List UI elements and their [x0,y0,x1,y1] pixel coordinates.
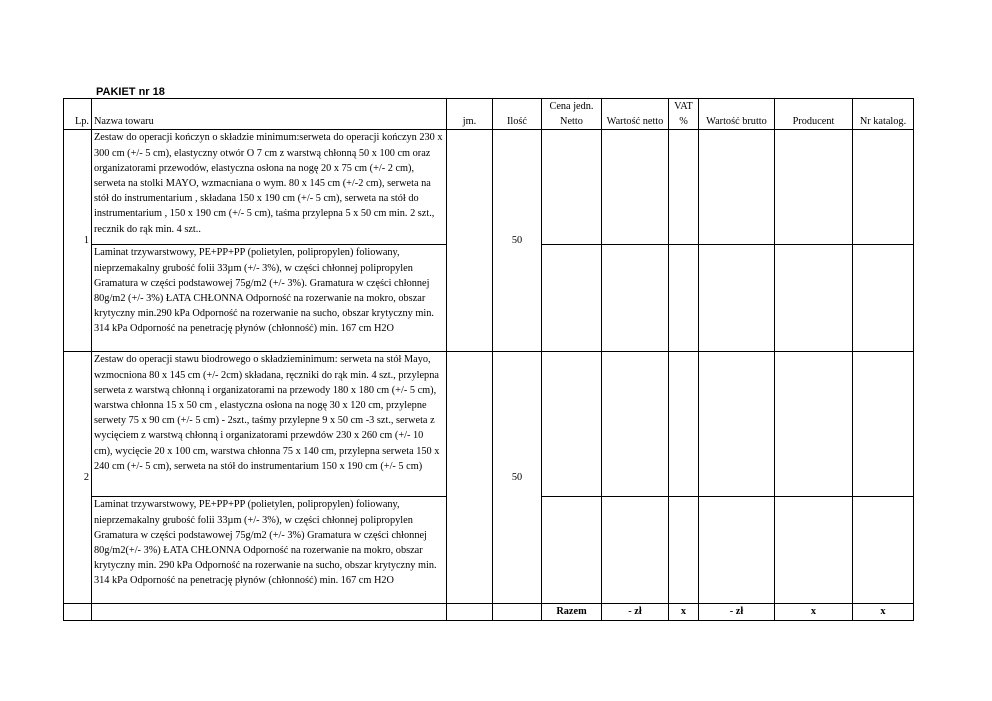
total-vat: x [669,604,699,620]
row-description-material: Laminat trzywarstwowy, PE+PP+PP (polietylen, polipropylen) foliowany, nieprzemakalny grubość folii 33µm (+/- 3%), w części chłonnej polipropylen Gramatura w części podstawowej 75g/m2 (+/- 3%) Gramatura w części chłonnej 80g/m2(+/- 3%) ŁATA CHŁONNA Odporność na rozerwanie na mokro, obszar krytyczny min. 290 kPa Odporność na rozerwanie na sucho, obszar krytyczny min. 314 kPa Odporność na penetrację płynów (chłonność) min. 167 cm H2O [92,497,447,604]
header-catalog: Nr katalog. [853,99,914,130]
row-unit [447,352,493,604]
total-label: Razem [542,604,602,620]
row-lp: 2 [64,352,92,604]
row-unit-price [542,130,602,245]
row-vat-2 [669,245,699,352]
total-catalog: x [853,604,914,620]
row-producer-2 [775,497,853,604]
row-gross-value-2 [699,245,775,352]
row-catalog-2 [853,245,914,352]
row-catalog [853,130,914,245]
items-table [63,98,914,621]
row-vat-2 [669,497,699,604]
row-gross-value [699,130,775,245]
header-unit-price: Cena jedn. Netto [542,99,602,130]
row-catalog-2 [853,497,914,604]
row-gross-value [699,352,775,497]
row-unit-price-2 [542,245,602,352]
header-row [64,99,914,130]
row-unit [447,130,493,352]
header-unit: jm. [447,99,493,130]
row-net-value-2 [602,497,669,604]
row-lp: 1 [64,130,92,352]
header-name: Nazwa towaru [92,99,447,130]
package-title: PAKIET nr 18 [96,86,165,98]
table-row [64,130,914,245]
row-unit-price [542,352,602,497]
total-producer: x [775,604,853,620]
row-gross-value-2 [699,497,775,604]
row-vat [669,352,699,497]
header-gross-value: Wartość brutto [699,99,775,130]
header-qty: Ilość [493,99,542,130]
row-description-main: Zestaw do operacji stawu biodrowego o składzieminimum: serweta na stół Mayo, wzmocniona 80 x 145 cm (+/- 2cm) składana, ręczniki do rąk min. 4 szt., przylepna serweta z warstwą chłonną i organizatorami na przewody 180 x 180 cm (+/- 5 cm), warstwa chłonna 15 x 50 cm , elastyczna osłona na nogę 30 x 120 cm, przylepne serwety 75 x 90 cm (+/- 5 cm) - 2szt., taśmy przylepne 9 x 50 cm -3 szt., serweta z wycięciem z warstwą chłonną i organizatorami przewdów 230 x 260 cm (+/- 10 cm), wycięcie 20 x 100 cm, warstwa chłonna 75 x 140 cm, przylepna serweta 150 x 240 cm (+/- 5 cm), serweta na stół do instrumentarium 150 x 190 cm (+/- 5 cm) [92,352,447,497]
row-producer-2 [775,245,853,352]
row-net-value [602,352,669,497]
header-vat: VAT % [669,99,699,130]
header-net-value: Wartość netto [602,99,669,130]
header-producer: Producent [775,99,853,130]
row-producer [775,130,853,245]
total-empty-lp [64,604,92,620]
row-catalog [853,352,914,497]
total-net: - zł [602,604,669,620]
total-row [64,604,914,620]
table-row [64,352,914,497]
total-empty-name [92,604,447,620]
row-net-value [602,130,669,245]
row-qty: 50 [493,130,542,352]
row-qty: 50 [493,352,542,604]
row-unit-price-2 [542,497,602,604]
row-net-value-2 [602,245,669,352]
row-description-material: Laminat trzywarstwowy, PE+PP+PP (polietylen, polipropylen) foliowany, nieprzemakalny grubość folii 33µm (+/- 3%), w części chłonnej polipropylen Gramatura w części podstawowej 75g/m2 (+/- 3%). Gramatura w części chłonnej 80g/m2 (+/- 3%) ŁATA CHŁONNA Odporność na rozerwanie na mokro, obszar krytyczny min.290 kPa Odporność na rozerwanie na sucho, obszar krytyczny min. 314 kPa Odporność na penetrację płynów (chłonność) min. 167 cm H2O [92,245,447,352]
row-vat [669,130,699,245]
row-producer [775,352,853,497]
row-description-main: Zestaw do operacji kończyn o składzie minimum:serweta do operacji kończyn 230 x 300 cm (+/- 5 cm), elastyczny otwór O 7 cm z warstwą chłonną 50 x 100 cm oraz organizatorami przewodów, elastyczna osłona na nogę 20 x 75 cm (+/- 2 cm), serweta na stolki MAYO, wzmacniana o wym. 80 x 145 cm (+/-2 cm), serweta na stół do instrumentarium , składana 150 x 190 cm (+/- 5 cm), serweta na stół do instrumentarium , 150 x 190 cm (+/- 5 cm), taśma przylepna 5 x 50 cm min. 2 szt., recznik do rąk min. 4 szt.. [92,130,447,245]
total-empty-unit [447,604,493,620]
total-empty-qty [493,604,542,620]
header-lp: Lp. [64,99,92,130]
total-gross: - zł [699,604,775,620]
